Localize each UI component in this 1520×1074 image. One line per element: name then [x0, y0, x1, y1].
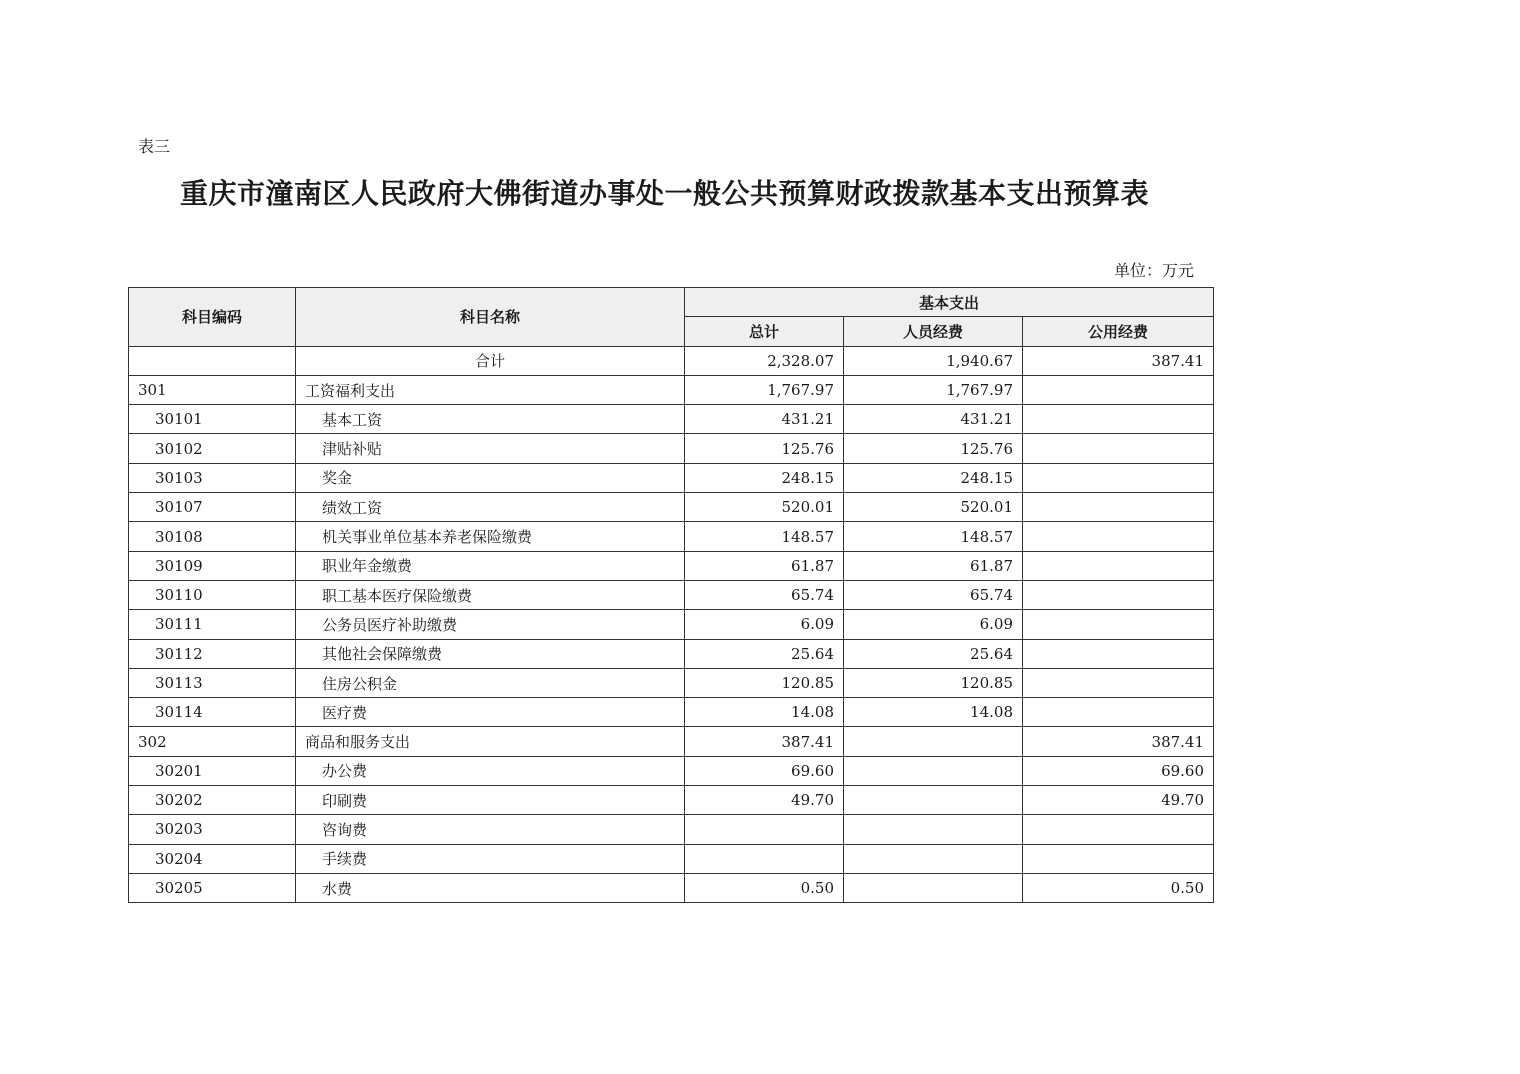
table-body [129, 346, 1214, 903]
cell-public [1023, 463, 1214, 492]
cell-personnel: 125.76 [844, 434, 1023, 463]
cell-public: 387.41 [1023, 346, 1214, 375]
cell-personnel: 120.85 [844, 668, 1023, 697]
cell-public: 49.70 [1023, 786, 1214, 815]
cell-name: 职工基本医疗保险缴费 [296, 580, 685, 609]
cell-personnel [844, 786, 1023, 815]
cell-name: 印刷费 [296, 786, 685, 815]
cell-public [1023, 815, 1214, 844]
cell-code: 30108 [129, 522, 296, 551]
cell-public: 69.60 [1023, 756, 1214, 785]
cell-code: 30110 [129, 580, 296, 609]
table-row [129, 873, 1214, 902]
cell-name: 咨询费 [296, 815, 685, 844]
cell-name: 合计 [296, 346, 685, 375]
header-basic-expense: 基本支出 [685, 288, 1214, 317]
cell-total: 14.08 [685, 698, 844, 727]
cell-code: 30205 [129, 873, 296, 902]
table-row [129, 346, 1214, 375]
cell-personnel [844, 844, 1023, 873]
cell-name: 津贴补贴 [296, 434, 685, 463]
header-total: 总计 [685, 317, 844, 346]
cell-personnel: 248.15 [844, 463, 1023, 492]
cell-public [1023, 668, 1214, 697]
cell-code: 30202 [129, 786, 296, 815]
cell-code: 30201 [129, 756, 296, 785]
cell-public: 387.41 [1023, 727, 1214, 756]
table-row [129, 698, 1214, 727]
cell-personnel: 520.01 [844, 493, 1023, 522]
cell-personnel: 1,767.97 [844, 375, 1023, 404]
cell-name: 工资福利支出 [296, 375, 685, 404]
cell-code: 30103 [129, 463, 296, 492]
cell-total: 431.21 [685, 405, 844, 434]
table-row [129, 610, 1214, 639]
cell-total [685, 815, 844, 844]
cell-name: 公务员医疗补助缴费 [296, 610, 685, 639]
cell-name: 住房公积金 [296, 668, 685, 697]
cell-public [1023, 844, 1214, 873]
cell-name: 水费 [296, 873, 685, 902]
cell-total: 148.57 [685, 522, 844, 551]
table-row [129, 786, 1214, 815]
cell-total [685, 844, 844, 873]
cell-public [1023, 551, 1214, 580]
cell-code: 30107 [129, 493, 296, 522]
cell-total: 125.76 [685, 434, 844, 463]
table-row [129, 580, 1214, 609]
cell-total: 6.09 [685, 610, 844, 639]
cell-personnel [844, 727, 1023, 756]
cell-name: 商品和服务支出 [296, 727, 685, 756]
cell-code: 302 [129, 727, 296, 756]
header-code: 科目编码 [129, 288, 296, 347]
table-row [129, 434, 1214, 463]
cell-code: 30109 [129, 551, 296, 580]
cell-total: 65.74 [685, 580, 844, 609]
cell-name: 奖金 [296, 463, 685, 492]
cell-name: 绩效工资 [296, 493, 685, 522]
cell-personnel: 431.21 [844, 405, 1023, 434]
header-public: 公用经费 [1023, 317, 1214, 346]
cell-total: 61.87 [685, 551, 844, 580]
cell-name: 其他社会保障缴费 [296, 639, 685, 668]
cell-personnel: 65.74 [844, 580, 1023, 609]
document-title: 重庆市潼南区人民政府大佛街道办事处一般公共预算财政拨款基本支出预算表 [180, 177, 1150, 210]
table-row [129, 639, 1214, 668]
cell-name: 医疗费 [296, 698, 685, 727]
cell-public [1023, 434, 1214, 463]
cell-code: 30204 [129, 844, 296, 873]
table-row [129, 551, 1214, 580]
cell-code: 30114 [129, 698, 296, 727]
cell-personnel [844, 873, 1023, 902]
table-row [129, 405, 1214, 434]
cell-total: 69.60 [685, 756, 844, 785]
cell-personnel [844, 815, 1023, 844]
cell-public [1023, 522, 1214, 551]
table-row [129, 463, 1214, 492]
table-label: 表三 [138, 137, 171, 156]
table-row [129, 844, 1214, 873]
cell-name: 基本工资 [296, 405, 685, 434]
unit-label: 单位：万元 [1114, 261, 1195, 280]
cell-name: 手续费 [296, 844, 685, 873]
cell-personnel: 6.09 [844, 610, 1023, 639]
cell-personnel: 148.57 [844, 522, 1023, 551]
cell-total: 25.64 [685, 639, 844, 668]
cell-code: 30111 [129, 610, 296, 639]
cell-public [1023, 405, 1214, 434]
table-row [129, 756, 1214, 785]
header-personnel: 人员经费 [844, 317, 1023, 346]
cell-personnel: 61.87 [844, 551, 1023, 580]
cell-total: 387.41 [685, 727, 844, 756]
cell-total: 520.01 [685, 493, 844, 522]
budget-table [128, 287, 1214, 903]
cell-total: 120.85 [685, 668, 844, 697]
table-row [129, 668, 1214, 697]
cell-code: 301 [129, 375, 296, 404]
cell-public [1023, 639, 1214, 668]
cell-code [129, 346, 296, 375]
cell-personnel: 25.64 [844, 639, 1023, 668]
cell-total: 248.15 [685, 463, 844, 492]
cell-name: 机关事业单位基本养老保险缴费 [296, 522, 685, 551]
cell-personnel [844, 756, 1023, 785]
cell-public [1023, 580, 1214, 609]
cell-public [1023, 698, 1214, 727]
cell-total: 2,328.07 [685, 346, 844, 375]
header-name: 科目名称 [296, 288, 685, 347]
cell-name: 办公费 [296, 756, 685, 785]
table-row [129, 522, 1214, 551]
cell-total: 49.70 [685, 786, 844, 815]
cell-public [1023, 610, 1214, 639]
cell-total: 1,767.97 [685, 375, 844, 404]
cell-total: 0.50 [685, 873, 844, 902]
cell-code: 30112 [129, 639, 296, 668]
cell-personnel: 14.08 [844, 698, 1023, 727]
table-row [129, 375, 1214, 404]
cell-personnel: 1,940.67 [844, 346, 1023, 375]
table-row [129, 815, 1214, 844]
cell-public: 0.50 [1023, 873, 1214, 902]
table-row [129, 493, 1214, 522]
table-row [129, 727, 1214, 756]
cell-code: 30102 [129, 434, 296, 463]
cell-code: 30203 [129, 815, 296, 844]
cell-public [1023, 375, 1214, 404]
cell-public [1023, 493, 1214, 522]
cell-code: 30113 [129, 668, 296, 697]
cell-name: 职业年金缴费 [296, 551, 685, 580]
cell-code: 30101 [129, 405, 296, 434]
